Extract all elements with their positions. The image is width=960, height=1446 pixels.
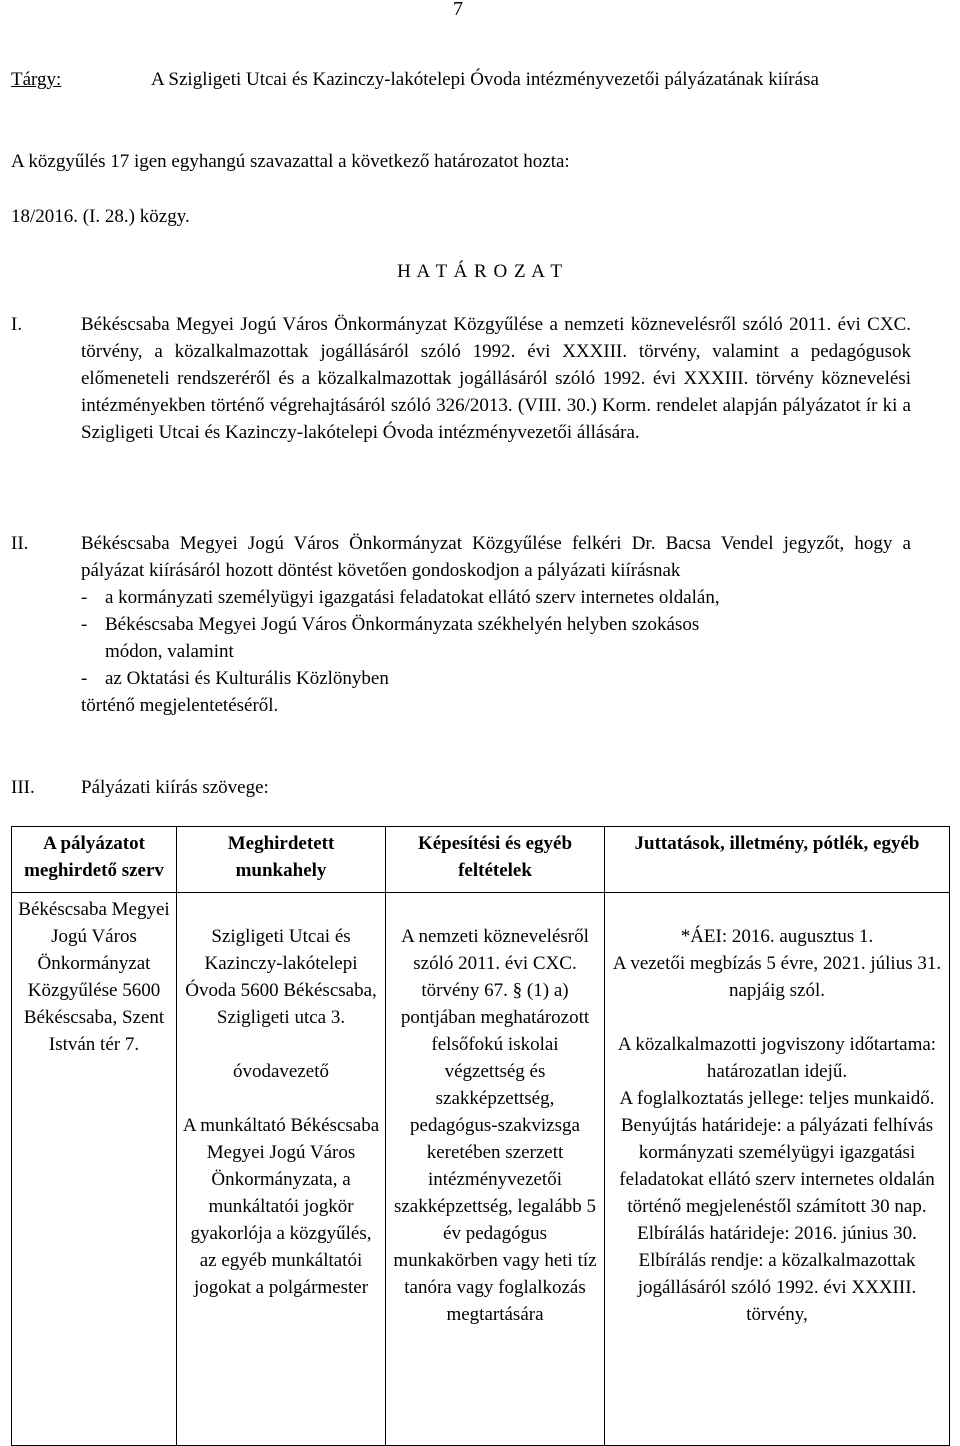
table-header-row (12, 827, 950, 893)
workplace-address: Szigligeti Utcai és Kazinczy-lakótelepi Óvoda 5600 Békéscsaba, Szigligeti utca 3. (185, 926, 377, 1028)
section-2 (81, 530, 911, 719)
page-number: 7 (453, 0, 463, 20)
workplace-employer: A munkáltató Békéscsaba Megyei Jogú Város Önkormányzata, a munkáltatói jogkör gyakorlója a közgyűlés, az egyéb munkáltatói jogokat a polgármester (182, 1115, 380, 1298)
section-number-1: I. (11, 314, 23, 335)
dash-item-3: - az Oktatási és Kulturális Közlönyben (81, 665, 911, 692)
section-number-2: II. (11, 533, 29, 554)
benefit-duration: A közalkalmazotti jogviszony időtartama: határozatlan idejű. (617, 1034, 937, 1082)
section-1-text: Békéscsaba Megyei Jogú Város Önkormányzat Közgyűlése a nemzeti köznevelésről szóló 2011. évi CXC. törvény, a közalkalmazottak jogállásáról szóló 1992. évi XXXIII. törvény, valamint a pedagógusok előmeneteli rendszeréről és a közalkalmazottak jogállásáról szóló 1992. évi XXXIII. törvény köznevelési intézményekben történő végrehajtásáról szóló 326/2013. (VIII. 30.) Korm. rendelet alapján pályázatot ír ki a Szigligeti Utcai és Kazinczy-lakótelepi Óvoda intézményvezetői állására. (81, 314, 911, 443)
section-number-3: III. (11, 777, 35, 798)
table-row (12, 893, 950, 1446)
header-advertiser: A pályázatot meghirdető szerv (12, 827, 177, 893)
resolution-heading: H A T Á R O Z A T (397, 261, 563, 282)
benefit-mandate: A vezetői megbízás 5 évre, 2021. július 31. napjáig szól. (612, 953, 942, 1001)
section-2-text: Békéscsaba Megyei Jogú Város Önkormányzat Közgyűlése felkéri Dr. Bacsa Vendel jegyzőt, hogy a pályázat kiírásáról hozott döntést követően gondoskodjon a pályázati kiírásnak (81, 533, 911, 581)
requirements-text: A nemzeti köznevelésről szóló 2011. évi CXC. törvény 67. § (1) a) pontjában meghatározott felsőfokú iskolai végzettség és szakképzettség, pedagógus-szakvizsga keretében szerzett intézményvezetői szakképzettség, legalább 5 év pedagógus munkakörben vagy heti tíz tanóra vagy foglalkozás megtartására (393, 926, 597, 1325)
benefit-decision-deadline: Elbírálás határideje: 2016. június 30. (637, 1223, 917, 1244)
cell-benefits (605, 893, 950, 1446)
dash-item-2: - Békéscsaba Megyei Jogú Város Önkormányzata székhelyén helyben szokásos (81, 611, 911, 638)
benefit-submission-deadline: Benyújtás határideje: a pályázati felhívás kormányzati személyügyi igazgatási feladatokat ellátó szerv internetes oldalán történő megjelenéstől számított 30 nap. (619, 1115, 935, 1217)
vote-line: A közgyűlés 17 igen egyhangú szavazattal a következő határozatot hozta: (11, 151, 570, 172)
subject-text: A Szigligeti Utcai és Kazinczy-lakótelepi Óvoda intézményvezetői pályázatának kiírása (151, 69, 819, 90)
call-for-applications-table (11, 826, 950, 1446)
dash-item-1: - a kormányzati személyügyi igazgatási feladatokat ellátó szerv internetes oldalán, (81, 584, 911, 611)
cell-requirements (386, 893, 605, 1446)
header-workplace: Meghirdetett munkahely (177, 827, 386, 893)
subject-label: Tárgy: (11, 69, 62, 90)
header-benefits: Juttatások, illetmény, pótlék, egyéb (605, 827, 950, 893)
header-requirements: Képesítési és egyéb feltételek (386, 827, 605, 893)
cell-advertiser: Békéscsaba Megyei Jogú Város Önkormányzat Közgyűlése 5600 Békéscsaba, Szent István tér 7. (12, 893, 177, 1446)
benefit-start-date: *ÁEI: 2016. augusztus 1. (680, 926, 874, 947)
benefit-worktime: A foglalkoztatás jellege: teljes munkaidő. (619, 1088, 935, 1109)
section-3-text: Pályázati kiírás szövege: (81, 777, 269, 798)
workplace-position: óvodavezető (232, 1061, 329, 1082)
dash-item-2-continued: módon, valamint (105, 641, 234, 662)
cell-workplace (177, 893, 386, 1446)
benefit-decision-procedure: Elbírálás rendje: a közalkalmazottak jogállásáról szóló 1992. évi XXXIII. törvény, (637, 1250, 917, 1325)
resolution-number: 18/2016. (I. 28.) közgy. (11, 206, 190, 227)
section-2-closing: történő megjelentetéséről. (81, 695, 279, 716)
